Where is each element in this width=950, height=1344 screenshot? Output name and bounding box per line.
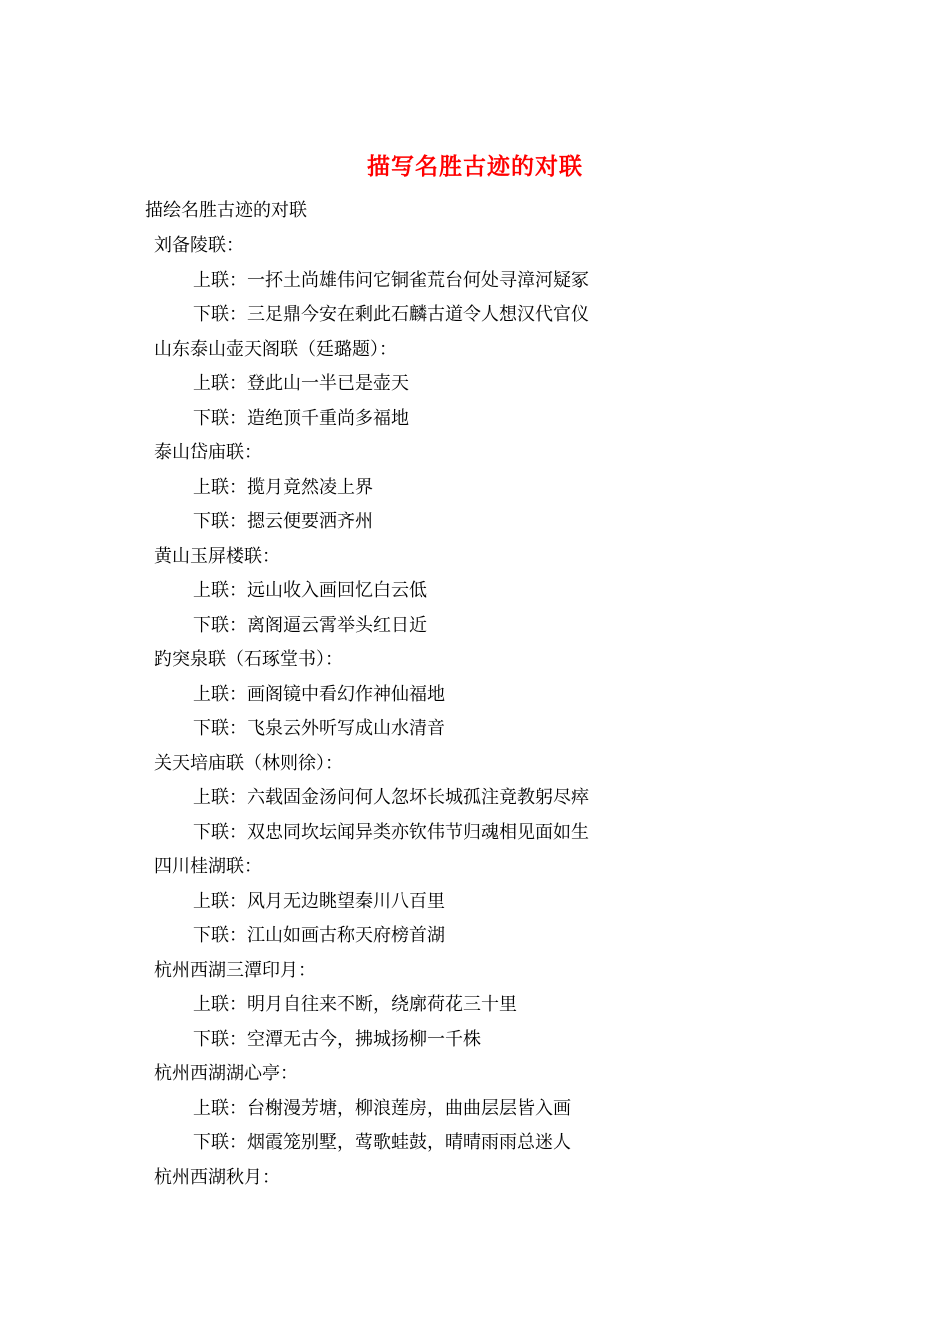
entry-heading: 杭州西湖三潭印月： bbox=[154, 959, 316, 981]
upper-couplet: 上联：风月无边眺望秦川八百里 bbox=[193, 890, 445, 912]
entry-heading: 山东泰山壶天阁联（廷璐题）： bbox=[154, 338, 397, 360]
lower-couplet: 下联：三足鼎今安在剩此石麟古道令人想汉代官仪 bbox=[193, 304, 589, 325]
lower-couplet: 下联：造绝顶千重尚多福地 bbox=[193, 407, 409, 429]
entry-heading: 杭州西湖秋月： bbox=[154, 1166, 280, 1188]
entry-heading: 刘备陵联： bbox=[154, 235, 244, 256]
upper-couplet: 上联：登此山一半已是壶天 bbox=[193, 373, 409, 394]
entry-heading: 关天培庙联（林则徐）： bbox=[154, 752, 343, 774]
lower-couplet: 下联：飞泉云外听写成山水清音 bbox=[193, 718, 445, 739]
lower-couplet: 下联：空潭无古今，拂城扬柳一千株 bbox=[193, 1028, 481, 1050]
entry-heading: 趵突泉联（石琢堂书）： bbox=[154, 649, 343, 670]
upper-couplet: 上联：揽月竟然凌上界 bbox=[193, 476, 373, 498]
entry-heading: 杭州西湖湖心亭： bbox=[154, 1063, 298, 1084]
lower-couplet: 下联：离阁逼云霄举头红日近 bbox=[193, 614, 427, 636]
upper-couplet: 上联：台榭漫芳塘，柳浪莲房，曲曲层层皆入画 bbox=[193, 1097, 571, 1119]
entry-heading: 四川桂湖联： bbox=[154, 856, 262, 877]
document-subtitle: 描绘名胜古迹的对联 bbox=[145, 200, 307, 221]
entry-heading: 泰山岱庙联： bbox=[154, 442, 262, 463]
upper-couplet: 上联：远山收入画回忆白云低 bbox=[193, 580, 427, 601]
lower-couplet: 下联：双忠同坎坛闻异类亦钦伟节归魂相见面如生 bbox=[193, 821, 589, 843]
lower-couplet: 下联：烟霞笼别墅，莺歌蛙鼓，晴晴雨雨总迷人 bbox=[193, 1132, 571, 1153]
upper-couplet: 上联：画阁镜中看幻作神仙福地 bbox=[193, 683, 445, 705]
upper-couplet: 上联：一抔土尚雄伟问它铜雀荒台何处寻漳河疑冢 bbox=[193, 269, 589, 291]
couplet-list bbox=[0, 232, 950, 1198]
lower-couplet: 下联：摁云便要洒齐州 bbox=[193, 511, 373, 532]
upper-couplet: 上联：明月自往来不断，绕廓荷花三十里 bbox=[193, 994, 517, 1015]
upper-couplet: 上联：六载固金汤问何人忽坏长城孤注竟教躬尽瘁 bbox=[193, 787, 589, 808]
entry-heading: 黄山玉屏楼联： bbox=[154, 545, 280, 567]
lower-couplet: 下联：江山如画古称天府榜首湖 bbox=[193, 925, 445, 946]
document-title: 描写名胜古迹的对联 bbox=[367, 153, 583, 180]
